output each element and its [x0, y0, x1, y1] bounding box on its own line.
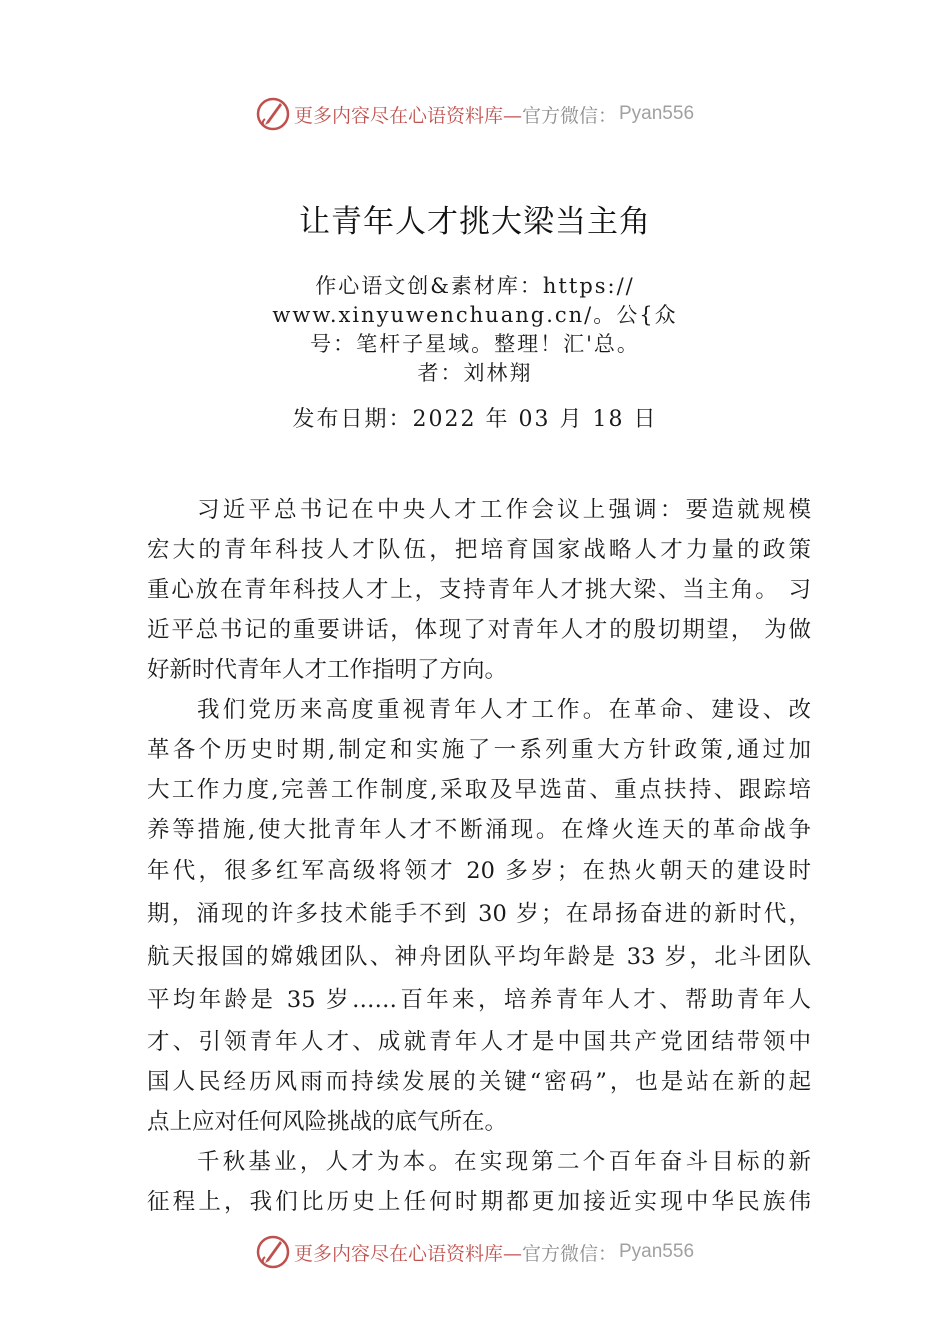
paragraph-line: 年代，很多红军高级将领才 20 多岁；在热火朝天的建设时	[147, 858, 811, 884]
paragraph-line: 点上应对任何风险挑战的底气所在。	[147, 1109, 508, 1135]
paragraph-line: 千秋基业，人才为本。在实现第二个百年奋斗目标的新	[197, 1149, 811, 1175]
paragraph-line: 近平总书记的重要讲话，体现了对青年人才的殷切期望， 为做	[147, 617, 811, 643]
banner-wechat-label: 官方微信：	[521, 1242, 617, 1265]
paragraph-line: 习近平总书记在中央人才工作会议上强调：要造就规模	[197, 497, 811, 523]
paragraph-line: 我们党历来高度重视青年人才工作。在革命、建设、改	[197, 697, 811, 723]
meta-line: 者：刘林翔	[417, 361, 533, 385]
banner-wechat-label: 官方微信：	[521, 104, 617, 127]
article-body	[147, 490, 811, 1222]
paragraph-line: 养等措施,使大批青年人才不断涌现。在烽火连天的革命战争	[147, 817, 811, 843]
paragraph-line: 宏大的青年科技人才队伍，把培育国家战略人才力量的政策	[147, 537, 811, 563]
paragraph-line: 大工作力度,完善工作制度,采取及早选苗、重点扶持、跟踪培	[147, 777, 811, 803]
paragraph-line: 重心放在青年科技人才上，支持青年人才挑大梁、当主角。 习	[147, 577, 811, 603]
banner-text: 更多内容尽在心语资料库—	[293, 1242, 522, 1265]
meta-line: www.xinyuwenchuang.cn/。公{众	[272, 303, 678, 327]
paragraph-line: 航天报国的嫦娥团队、神舟团队平均年龄是 33 岁，北斗团队	[147, 944, 811, 970]
publish-date: 发布日期：2022 年 03 月 18 日	[292, 407, 658, 432]
footer-banner	[0, 1232, 950, 1272]
header-banner	[0, 94, 950, 134]
paragraph-line: 征程上，我们比历史上任何时期都更加接近实现中华民族伟	[147, 1189, 811, 1215]
meta-line: 作心语文创&素材库：https://	[315, 274, 635, 298]
banner-text: 更多内容尽在心语资料库—	[293, 104, 522, 127]
paragraph-line: 才、引领青年人才、成就青年人才是中国共产党团结带领中	[147, 1029, 811, 1055]
meta-line: 号：笔杆子星域。整理！汇'总。	[310, 332, 640, 356]
source-meta	[0, 272, 950, 388]
document-title: 让青年人才挑大梁当主角	[299, 204, 651, 240]
paragraph-line: 平均年龄是 35 岁……百年来，培养青年人才、帮助青年人	[147, 987, 811, 1013]
banner-wechat-id: Pyan556	[619, 1241, 695, 1262]
paragraph-line: 期，涌现的许多技术能手不到 30 岁；在昂扬奋进的新时代，	[147, 901, 811, 927]
banner-wechat-id: Pyan556	[619, 103, 695, 124]
quill-pen-icon	[256, 97, 290, 131]
paragraph-line: 国人民经历风雨而持续发展的关键“密码”，也是站在新的起	[147, 1069, 811, 1095]
quill-pen-icon	[256, 1235, 290, 1269]
paragraph-line: 革各个历史时期,制定和实施了一系列重大方针政策,通过加	[147, 737, 811, 763]
paragraph-line: 好新时代青年人才工作指明了方向。	[147, 657, 508, 683]
